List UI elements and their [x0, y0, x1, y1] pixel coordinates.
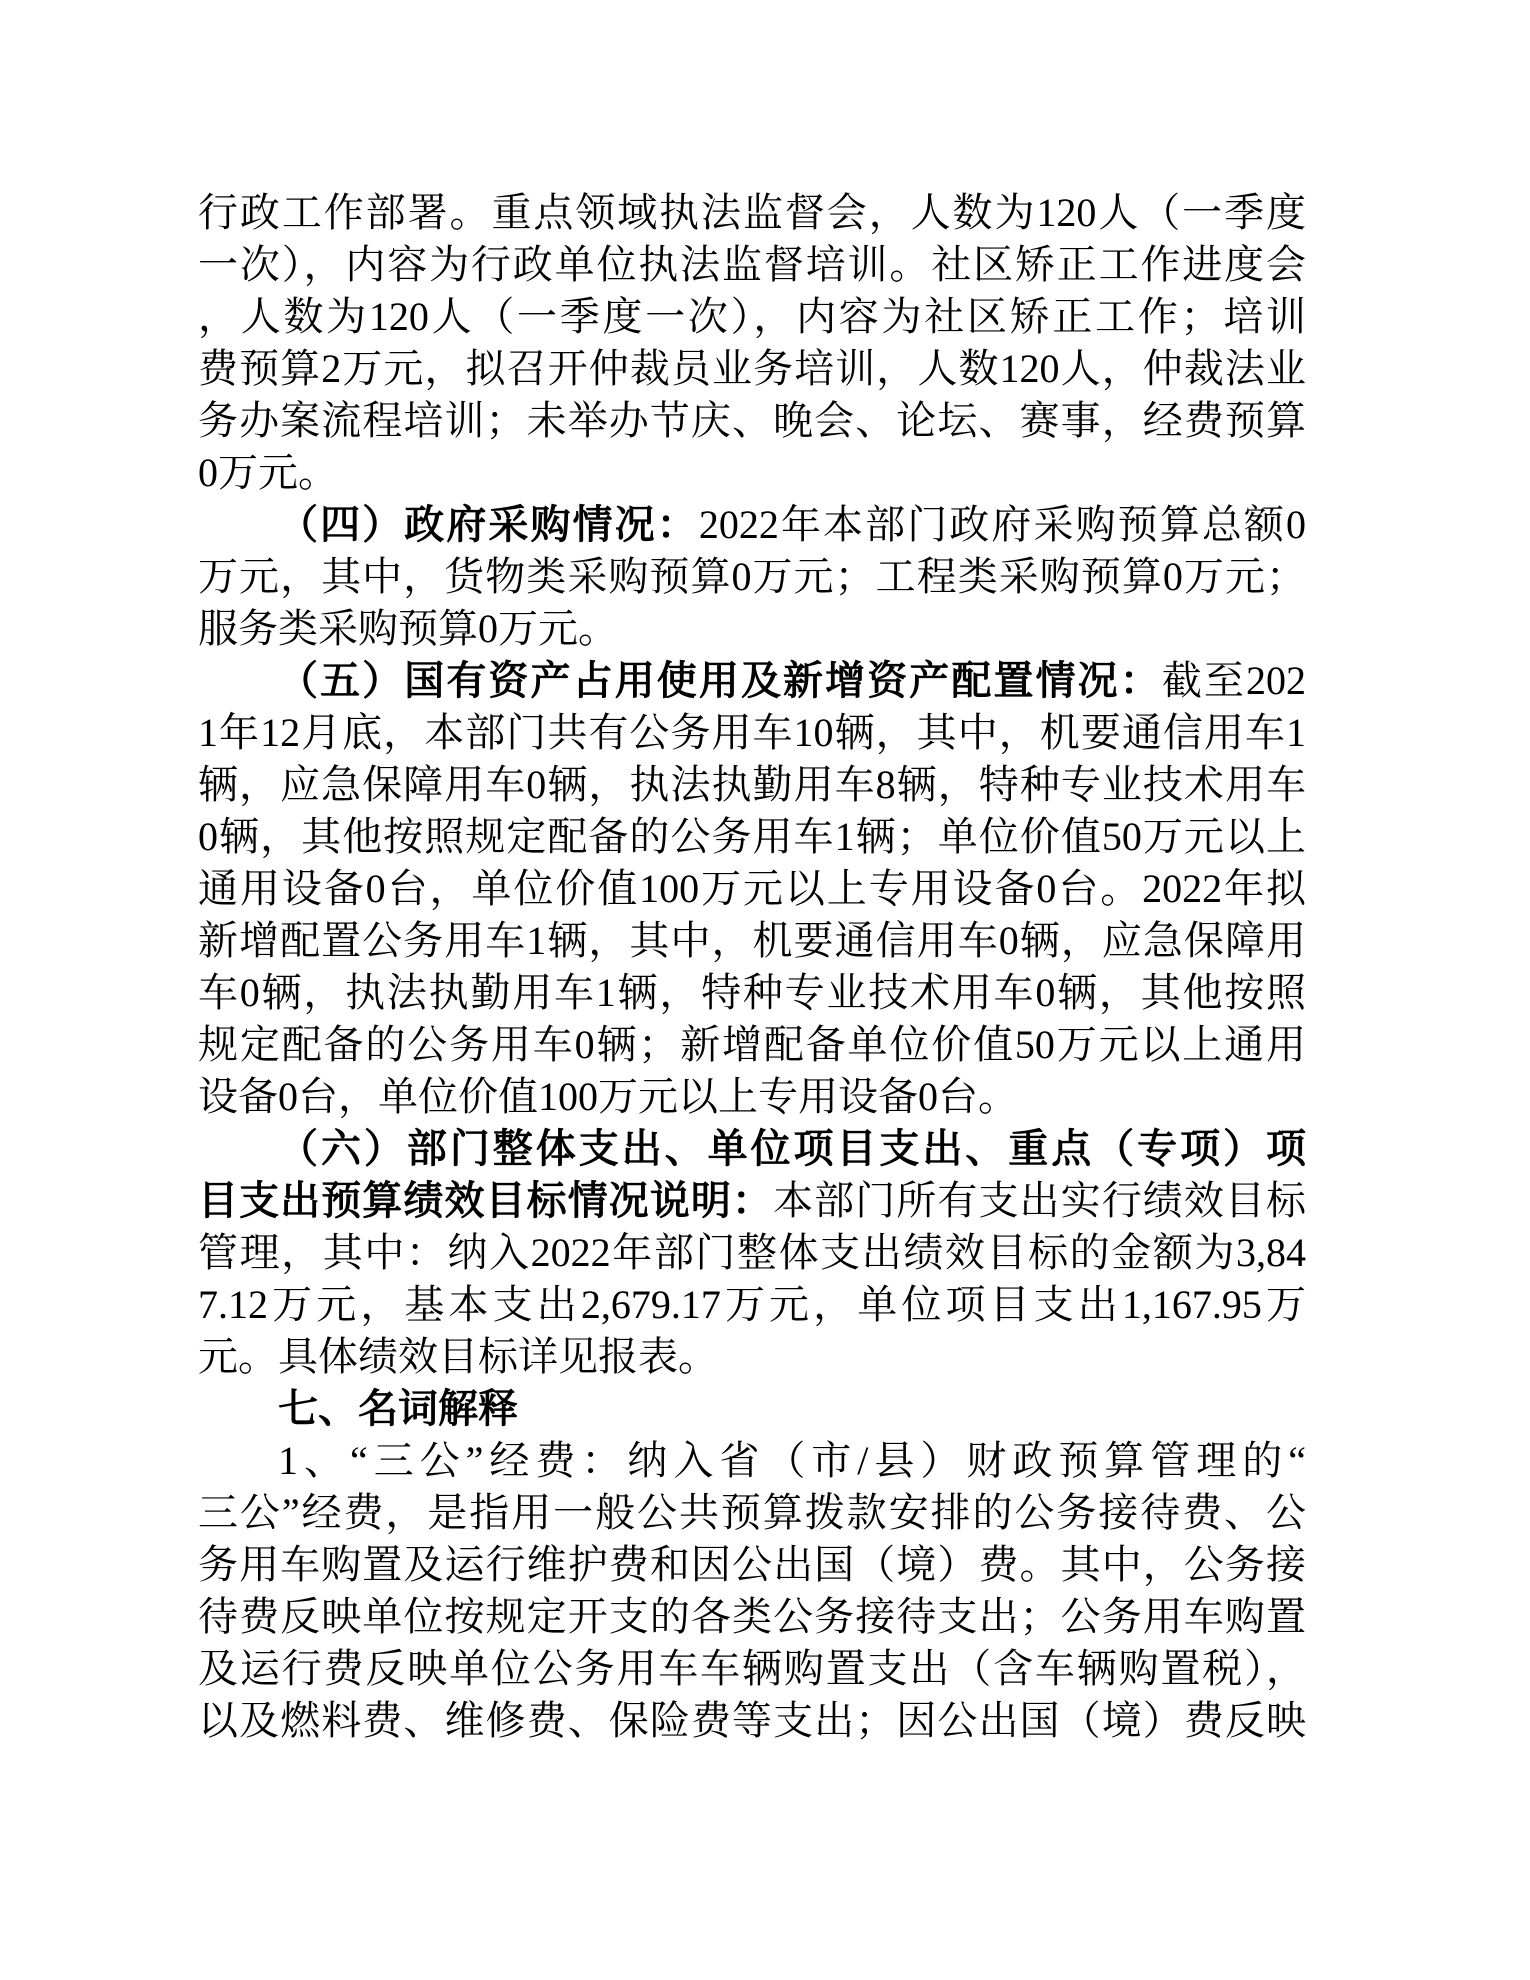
text-segment: 1、“三公”经费：纳入省（市/县）财政预算管理的“ — [278, 1438, 1306, 1483]
text-line — [198, 1487, 1306, 1539]
text-segment: ，人数为120人（一季度一次），内容为社区矫正工作；培训 — [198, 294, 1306, 339]
text-line — [198, 655, 1306, 707]
text-segment: 务办案流程培训；未举办节庆、晚会、论坛、赛事，经费预算 — [198, 398, 1306, 443]
text-line — [198, 187, 1306, 239]
text-line — [198, 1591, 1306, 1643]
document-text-block — [198, 187, 1306, 1747]
text-line — [198, 1643, 1306, 1695]
text-segment: 7.12万元，基本支出2,679.17万元，单位项目支出1,167.95万 — [198, 1282, 1306, 1327]
text-segment: 元。具体绩效目标详见报表。 — [198, 1334, 718, 1379]
text-line — [198, 811, 1306, 863]
text-segment: 务用车购置及运行维护费和因公出国（境）费。其中，公务接 — [198, 1542, 1306, 1587]
text-line — [198, 1383, 1306, 1435]
text-segment: 及运行费反映单位公务用车车辆购置支出（含车辆购置税）， — [198, 1646, 1306, 1691]
text-segment: 辆，应急保障用车0辆，执法执勤用车8辆，特种专业技术用车 — [198, 762, 1306, 807]
text-line — [198, 1175, 1306, 1227]
text-segment: 0万元。 — [198, 450, 338, 495]
text-line — [198, 447, 1306, 499]
text-line — [198, 1279, 1306, 1331]
text-segment: 待费反映单位按规定开支的各类公务接待支出；公务用车购置 — [198, 1594, 1306, 1639]
bold-text-segment: 七、名词解释 — [278, 1386, 518, 1431]
text-line — [198, 551, 1306, 603]
text-line — [198, 1539, 1306, 1591]
text-segment: 行政工作部署。重点领域执法监督会，人数为120人（一季度 — [198, 190, 1306, 235]
text-line — [198, 1123, 1306, 1175]
text-line — [198, 291, 1306, 343]
text-segment: 本部门所有支出实行绩效目标 — [773, 1178, 1307, 1223]
text-line — [198, 1695, 1306, 1747]
text-segment: 车0辆，执法执勤用车1辆，特种专业技术用车0辆，其他按照 — [198, 970, 1306, 1015]
text-line — [198, 1019, 1306, 1071]
text-line — [198, 343, 1306, 395]
text-line — [198, 499, 1306, 551]
text-line — [198, 1331, 1306, 1383]
text-line — [198, 603, 1306, 655]
text-segment: 新增配置公务用车1辆，其中，机要通信用车0辆，应急保障用 — [198, 918, 1306, 963]
text-segment: 2022年本部门政府采购预算总额0 — [698, 502, 1307, 547]
text-line — [198, 1227, 1306, 1279]
bold-text-segment: 目支出预算绩效目标情况说明： — [198, 1178, 774, 1223]
bold-text-segment: （四）政府采购情况： — [278, 502, 699, 547]
text-segment: 0辆，其他按照规定配备的公务用车1辆；单位价值50万元以上 — [198, 814, 1306, 859]
text-segment: 万元，其中，货物类采购预算0万元；工程类采购预算0万元； — [198, 554, 1306, 599]
text-line — [198, 1071, 1306, 1123]
text-segment: 三公”经费，是指用一般公共预算拨款安排的公务接待费、公 — [198, 1490, 1306, 1535]
text-segment: 一次），内容为行政单位执法监督培训。社区矫正工作进度会 — [198, 242, 1306, 287]
text-segment: 1年12月底，本部门共有公务用车10辆，其中，机要通信用车1 — [198, 710, 1306, 755]
text-segment: 服务类采购预算0万元。 — [198, 606, 618, 651]
text-line — [198, 967, 1306, 1019]
text-segment: 通用设备0台，单位价值100万元以上专用设备0台。2022年拟 — [198, 866, 1306, 911]
text-segment: 以及燃料费、维修费、保险费等支出；因公出国（境）费反映 — [198, 1698, 1306, 1743]
text-line — [198, 915, 1306, 967]
text-segment: 管理，其中：纳入2022年部门整体支出绩效目标的金额为3,84 — [198, 1230, 1306, 1275]
text-segment: 费预算2万元，拟召开仲裁员业务培训，人数120人，仲裁法业 — [198, 346, 1306, 391]
bold-text-segment: （五）国有资产占用使用及新增资产配置情况： — [278, 658, 1162, 703]
text-line — [198, 707, 1306, 759]
bold-text-segment: （六）部门整体支出、单位项目支出、重点（专项）项 — [278, 1126, 1306, 1171]
text-line — [198, 759, 1306, 811]
text-segment: 截至202 — [1161, 658, 1307, 703]
text-segment: 规定配备的公务用车0辆；新增配备单位价值50万元以上通用 — [198, 1022, 1306, 1067]
text-segment: 设备0台，单位价值100万元以上专用设备0台。 — [198, 1074, 1018, 1119]
text-line — [198, 863, 1306, 915]
text-line — [198, 1435, 1306, 1487]
text-line — [198, 395, 1306, 447]
text-line — [198, 239, 1306, 291]
